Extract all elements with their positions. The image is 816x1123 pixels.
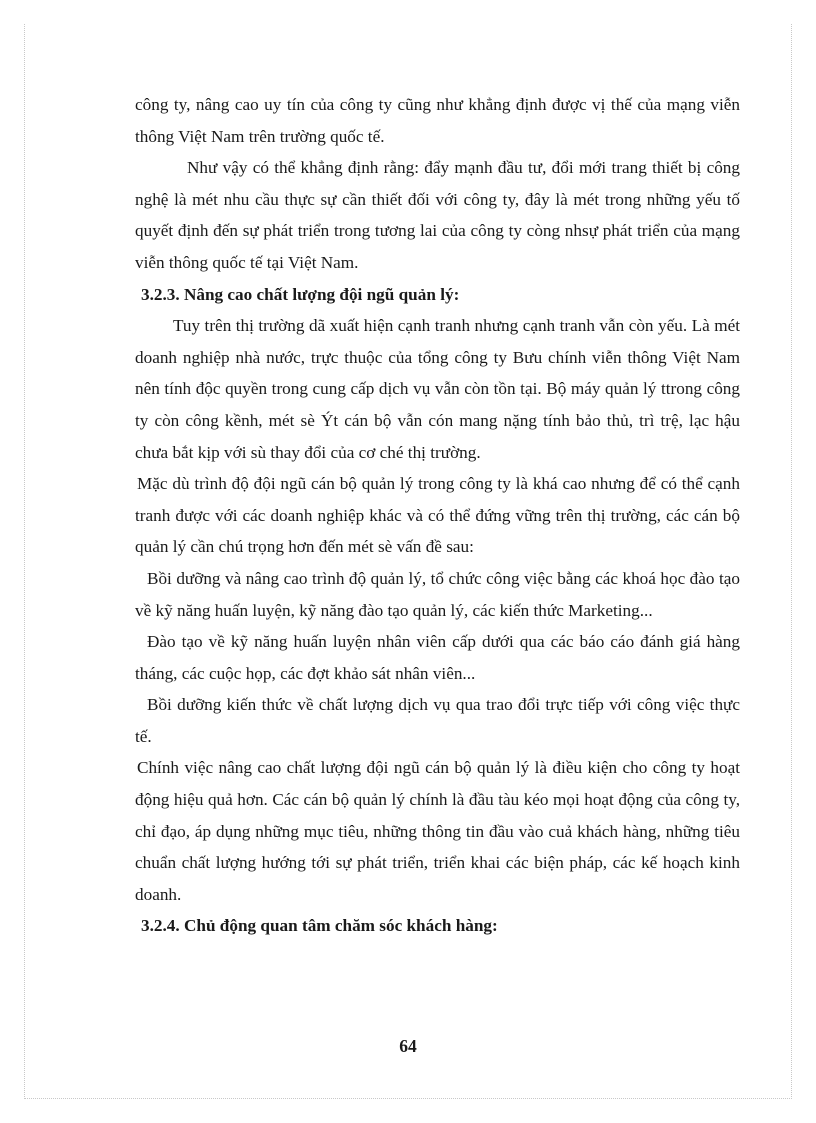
document-body [135,89,740,942]
paragraph: Mặc dù trình độ đội ngũ cán bộ quản lý trong công ty là khá cao nhưng để có thể cạnh tranh được với các doanh nghiệp khác và có thể đứng vững trên thị trường, các cán bộ quản lý cần chú trọng hơn đến mét sè vấn đề sau: [135,474,740,557]
list-paragraph: Bồi dưỡng và nâng cao trình độ quản lý, tổ chức công việc bằng các khoá học đào tạo về kỹ năng huấn luyện, kỹ năng đào tạo quản lý, các kiến thức Marketing... [135,568,740,620]
paragraph: Tuy trên thị trường dã xuất hiện cạnh tranh nhưng cạnh tranh vẫn còn yếu. Là mét doanh nghiệp nhà nước, trực thuộc của tổng công ty Bưu chính viễn thông Việt Nam nên tính độc quyền trong cung cấp dịch vụ vẫn còn tồn tại. Bộ máy quản lý ttrong công ty còn công kềnh, mét sè Ýt cán bộ vẫn cón mang nặng tính bảo thủ, trì trệ, lạc hậu chưa bắt kịp với sù thay đổi của cơ ché thị trường. [135,316,740,462]
page-number: 64 [399,1036,417,1056]
paragraph: công ty, nâng cao uy tín của công ty cũng như khẳng định được vị thế của mạng viễn thông Việt Nam trên trường quốc tế. [135,95,740,146]
paragraph: Như vậy có thể khẳng định rằng: đẩy mạnh đầu tư, đổi mới trang thiết bị công nghệ là mét nhu cầu thực sự cần thiết đối với công ty, đây là mét trong những yếu tố quyết định đến sự phát triển trong tương lai của công ty còng nhsự phát triển của mạng viễn thông quốc tế tại Việt Nam. [135,158,740,272]
section-heading: 3.2.3. Nâng cao chất lượng đội ngũ quản lý: [141,284,460,304]
list-paragraph: Bồi dưỡng kiến thức về chất lượng dịch vụ qua trao đổi trực tiếp với công việc thực tế. [135,695,740,746]
list-paragraph: Đào tạo về kỹ năng huấn luyện nhân viên cấp dưới qua các báo cáo đánh giá hàng tháng, các cuộc họp, các đợt khảo sát nhân viên... [135,632,740,683]
section-heading: 3.2.4. Chủ động quan tâm chăm sóc khách hàng: [141,916,498,936]
paragraph: Chính việc nâng cao chất lượng đội ngũ cán bộ quản lý là điều kiện cho công ty hoạt động hiệu quả hơn. Các cán bộ quản lý chính là đầu tàu kéo mọi hoạt động của công ty, chỉ đạo, áp dụng những mục tiêu, những thông tin đầu vào cuả khách hàng, những tiêu chuẩn chất lượng hướng tới sự phát triển, triển khai các biện pháp, các kế hoạch kinh doanh. [135,758,740,904]
